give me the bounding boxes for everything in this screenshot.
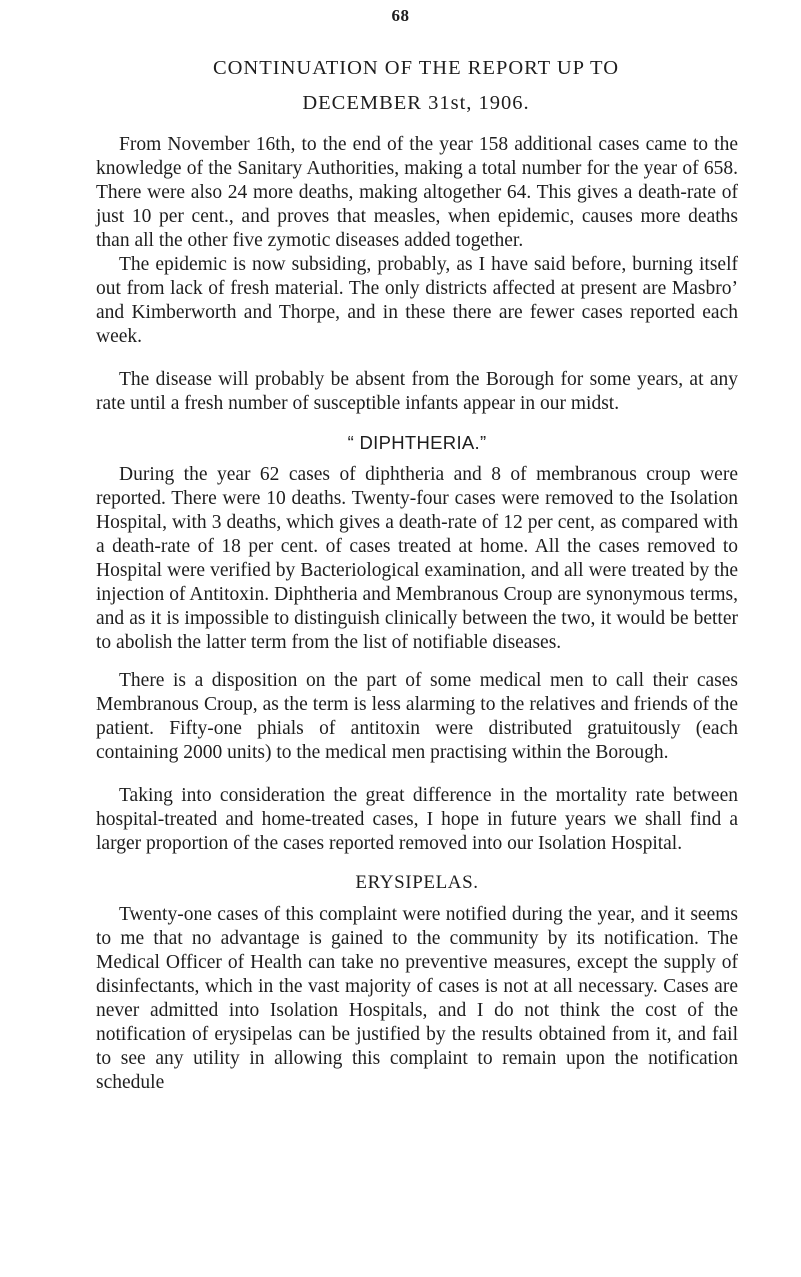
paragraph-diphtheria-cases: During the year 62 cases of diphtheria and 8 of membranous croup were reported. There were 10 deaths. Twenty-four cases were removed to the Isolation Hospital, with 3 deaths, which gives a death-rate of 12 per cent, as compared with a death-rate of 18 per cent. of cases treated at home. All the cases removed to Hospital were verified by Bacteriological examination, and all were treated by the injection of Antitoxin. Diphtheria and Membranous Croup are synonymous terms, and as it is impossible to distinguish clinically between the two, it would be better to abolish the latter term from the list of notifiable diseases.	[96, 464, 738, 653]
paragraph-erysipelas: Twenty-one cases of this complaint were notified during the year, and it seems to me that no advantage is gained to the community by its notification. The Medical Officer of Health can take no preventive measures, except the supply of disinfectants, which in the vast majority of cases is not at all necessary. Cases are never admitted into Isolation Hospitals, and I do not think the cost of the notification of erysipelas can be justified by the results obtained from it, and fail to see any utility in allowing this complaint to remain upon the notification schedule	[96, 904, 738, 1093]
paragraph-mortality-rate: Taking into consideration the great difference in the mortality rate between hospital-treated and home-treated cases, I hope in future years we shall find a larger proportion of the cases reported removed into our Isolation Hospital.	[96, 785, 738, 854]
section-heading-diphtheria: “ DIPHTHERIA.”	[347, 432, 487, 453]
report-title-line-2: DECEMBER 31st, 1906.	[302, 92, 530, 114]
paragraph-disease-absent: The disease will probably be absent from the Borough for some years, at any rate until a fresh number of susceptible infants appear in our midst.	[96, 369, 738, 414]
page-number: 68	[391, 6, 410, 25]
paragraph-measles-cases: From November 16th, to the end of the year 158 additional cases came to the knowledge of the Sanitary Authorities, making a total number for the year of 658. There were also 24 more deaths, making altogether 64. This gives a death-rate of just 10 per cent., and proves that measles, when epidemic, causes more deaths than all the other five zymotic diseases added together.	[96, 134, 738, 251]
report-body	[96, 133, 738, 1095]
report-title-line-1: CONTINUATION OF THE REPORT UP TO	[212, 57, 620, 79]
paragraph-epidemic-subsiding: The epidemic is now subsiding, probably, as I have said before, burning itself out from lack of fresh material. The only districts affected at present are Masbro’ and Kimberworth and Thorpe, and in these there are fewer cases reported each week.	[96, 254, 738, 347]
paragraph-membranous-croup: There is a disposition on the part of some medical men to call their cases Membranous Croup, as the term is less alarming to the relatives and friends of the patient. Fifty-one phials of antitoxin were distributed gratuitously (each containing 2000 units) to the medical men practising within the Borough.	[96, 670, 738, 763]
section-heading-erysipelas: ERYSIPELAS.	[355, 872, 479, 893]
